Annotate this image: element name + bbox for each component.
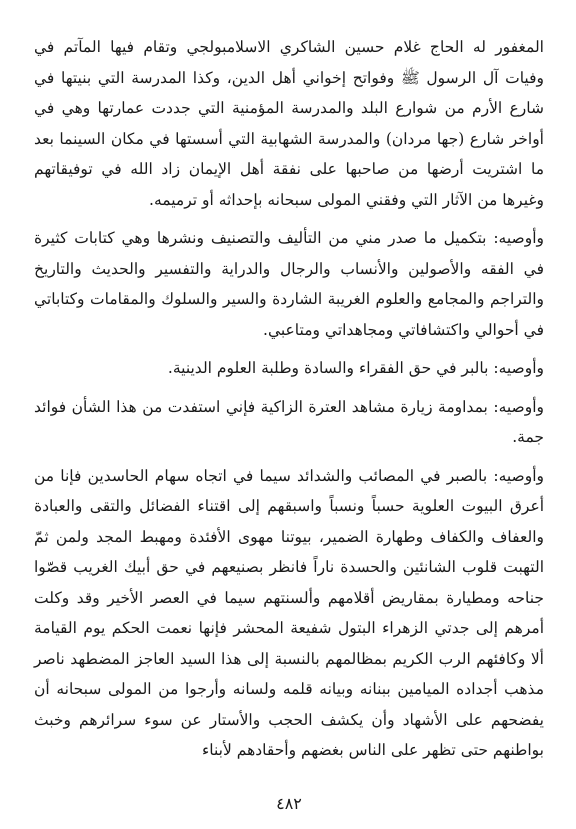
paragraph-spacer	[34, 215, 544, 223]
paragraph-charity: وأوصيه: بالبر في حق الفقراء والسادة وطلبة العلوم الدينية.	[167, 359, 544, 377]
paragraph-spacer	[34, 384, 544, 392]
body-text	[34, 32, 544, 766]
paragraph-pilgrimage: وأوصيه: بمداومة زيارة مشاهد العترة الزاكية فإني استفدت من هذا الشأن فوائد جمة.	[34, 397, 544, 446]
page-number: ٤٨٢	[276, 794, 302, 813]
paragraph-spacer	[34, 453, 544, 461]
paragraph-endowments: المغفور له الحاج غلام حسين الشاكري الاسلامبولجي وتقام فيها المآتم في وفيات آل الرسول ﷺ وفواتح إخواني أهل الدين، وكذا المدرسة التي بنيتها في شارع الأرم من شوارع البلد والمدرسة المؤمنية التي جددت عمارتها وهي في أواخر شارع (جها مردان) والمدرسة الشهابية التي أسستها في مكان السينما بعد ما اشتريت أرضها من صاحبها على نفقة أهل الإيمان زاد الله في توفيقاتهم وغيرها من الآثار التي وفقني المولى سبحانه بإحداثه أو ترميمه.	[34, 38, 544, 209]
paragraph-spacer	[34, 345, 544, 353]
paragraph-patience: وأوصيه: بالصبر في المصائب والشدائد سيما في اتجاه سهام الحاسدين فإنا من أعرق البيوت العلوية حسباً ونسباً واسبقهم إلى اقتناء الفضائل والتقى والعبادة والعفاف والكفاف وطهارة الضمير، بيوتنا مهوى الأفئدة ومهبط المجد ولمن ثمّ التهبت قلوب الشانئين والحسدة ناراً فانظر بصنيعهم في حق أبيك الغريب قصّوا جناحه ومطيارة بمقاريض أقلامهم وألسنتهم سيما في العصر الأخير وقد وكلت أمرهم إلى جدتي الزهراء البتول شفيعة المحشر فإنها نعمت الحكم يوم القيامة ألا وكافئهم الرب الكريم بمظالمهم بالنسبة إلى هذا السيد العاجز المضطهد ناصر مذهب أجداده الميامين ببنانه وبيانه قلمه ولسانه وأرجوا من المولى سبحانه أن يفضحهم على الأشهاد وأن يكشف الحجب والأستار عن سوء سرائرهم وخبث بواطنهم حتى تظهر على الناس بغضهم وأحقادهم لأبناء	[34, 466, 544, 759]
paragraph-writings: وأوصيه: بتكميل ما صدر مني من التأليف والتصنيف ونشرها وهي كتابات كثيرة في الفقه والأصولين والأنساب والرجال والدراية والتفسير والحديث والتاريخ والتراجم والمجامع والعلوم الغريبة الشاردة والسير والسلوك والمقامات وكتاباتي في أحوالي واكتشافاتي ومجاهداتي ومتاعبي.	[34, 229, 544, 339]
document-page	[34, 32, 544, 812]
